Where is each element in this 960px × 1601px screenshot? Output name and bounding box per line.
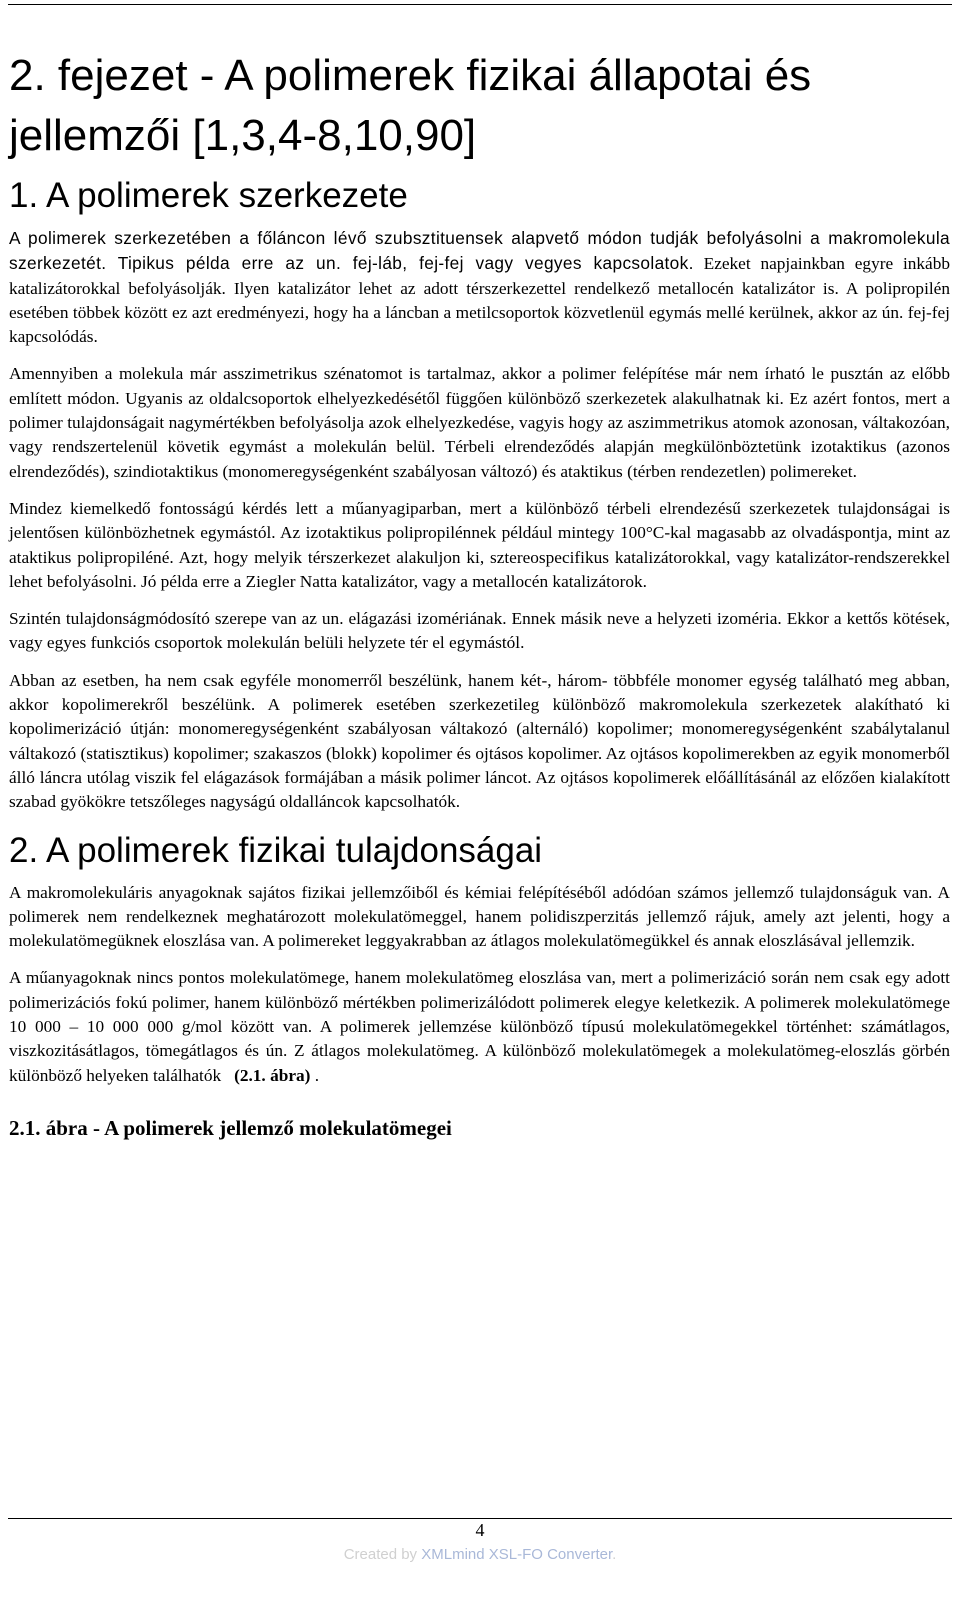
footer-link[interactable]: XMLmind XSL-FO Converter [421,1546,613,1563]
chapter-title: 2. fejezet - A polimerek fizikai állapotai és jellemzői [1,3,4-8,10,90] [9,51,812,160]
page-number: 4 [475,1520,485,1540]
paragraph-2: Amennyiben a molekula már asszimetrikus szénatomot is tartalmaz, akkor a polimer felépítése már nem írható le pusztán az előbb említett módon. Ugyanis az oldalcsoportok elhelyezkedésétől függően különböző szerkezetek alakulhatnak ki. Ez azért fontos, mert a polimer tulajdonságait nagymértékben befolyásolja azok elhelyezkedése, vagyis hogy az aszimmetrikus atomok azonosan, váltakozóan, vagy rendszertelenül követik egymást a molekulán belül. Térbeli elrendeződés alapján megkülönböztetünk izotaktikus (azonos elrendeződés), szindiotaktikus (monomeregységenként szabályosan változó) és ataktikus (térben rendezetlen) polimereket. [9,364,950,481]
section-title-1: 1. A polimerek szerkezete [9,176,408,215]
figure-title: 2.1. ábra - A polimerek jellemző molekulatömegei [9,1115,452,1140]
figure-reference-link[interactable]: (2.1. ábra) [234,1065,311,1085]
paragraph-5: Abban az esetben, ha nem csak egyféle monomerről beszélünk, hanem két-, három- többféle monomer egység található meg abban, akkor kopolimerekről beszélünk. A polimerek esetében szerkezetileg különböző makromolekula szerkezetek alakítható ki kopolimerizáció útján: monomeregységenként szabályosan váltakozó (alternáló) kopolimer; monomeregységenként szabálytalanul váltakozó (statisztikus) kopolimer; szakaszos (blokk) kopolimer és ojtásos kopolimer. Az ojtásos kopolimerekben az egyik monomerből álló láncra utólag viszik fel elágazások formájában a másik polimer láncot. Az ojtásos kopolimerek előállításánál az előzően kialakított szabad gyökökre tetszőleges nagyságú oldalláncok kapcsolhatók. [9,670,950,812]
paragraph-7-end: . [314,1065,320,1085]
paragraph-6: A makromolekuláris anyagoknak sajátos fizikai jellemzőiből és kémiai felépítéséből adódóan számos jellemző tulajdonságuk van. A polimerek nem rendelkeznek meghatározott molekulatömeggel, hanem polidiszperzitás jellemző rájuk, amely azt jelenti, hogy a molekulatömegüknek eloszlása van. A polimereket leggyakrabban az átlagos molekulatömegükkel és annak eloszlásával jellemzik. [9,882,950,951]
paragraph-1-serif-text: Ezeket napjainkban egyre inkább katalizátorokkal befolyásolják. Ilyen katalizátor lehet az adott térszerkezettel rendelkező metallocén katalizátor is. A polipropilén esetében többek között ez azt eredményezi, hogy ha a láncban a metilcsoportok közvetlenül egymás mellé kerülnek, akkor az ún. fej-fej kapcsolódás. [9,254,951,347]
paragraph-1-sans-text: A polimerek szerkezetében a főláncon lévő szubsztituensek alapvető módon tudják befolyásolni a makromolekula szerkezetét. Tipikus példa erre az un. fej-láb, fej-fej vagy vegyes kapcsolatok. [9,228,950,274]
paragraph-1 [9,226,950,349]
section-title-2: 2. A polimerek fizikai tulajdonságai [9,830,543,870]
footer-credit [0,1546,960,1563]
paragraph-3: Mindez kiemelkedő fontosságú kérdés lett a műanyagiparban, mert a különböző térbeli elrendezésű szerkezetek tulajdonságai is jelentősen különbözhetnek egymástól. Az izotaktikus polipropilénnek például mintegy 100°C-kal magasabb az olvadáspontja, mint az ataktikus polipropiléné. Azt, hogy melyik térszerkezet alakuljon ki, sztereospecifikus katalizátorokkal, vagy katalizátor-rendszerekkel lehet befolyásolni. Jó példa erre a Ziegler Natta katalizátor, vagy a metallocén katalizátorok. [9,498,950,591]
paragraph-4: Szintén tulajdonságmódosító szerepe van az un. elágazási izomériának. Ennek másik neve a helyzeti izoméria. Ekkor a kettős kötések, vagy egyes funkciós csoportok molekulán belüli helyzete tér el egymástól. [9,609,950,653]
footer-suffix: . [612,1546,617,1563]
page-content [9,46,950,1142]
top-rule [8,4,952,5]
footer-prefix: Created by [343,1546,422,1563]
paragraph-7 [9,966,950,1087]
paragraph-7-text: A műanyagoknak nincs pontos molekulatömege, hanem molekulatömeg eloszlása van, mert a polimerizáció során nem csak egy adott polimerizációs fokú polimer, hanem különböző mértékben polimerizálódott polimerek elegye keletkezik. A polimerek molekulatömege 10 000 – 10 000 000 g/mol között van. A polimerek jellemzése különböző típusú molekulatömegekkel történhet: számátlagos, viszkozitásátlagos, tömegátlagos és ún. Z átlagos molekulatömeg. A különböző molekulatömegek a molekulatömeg-eloszlás görbén különböző helyeken találhatók [9,968,950,1085]
